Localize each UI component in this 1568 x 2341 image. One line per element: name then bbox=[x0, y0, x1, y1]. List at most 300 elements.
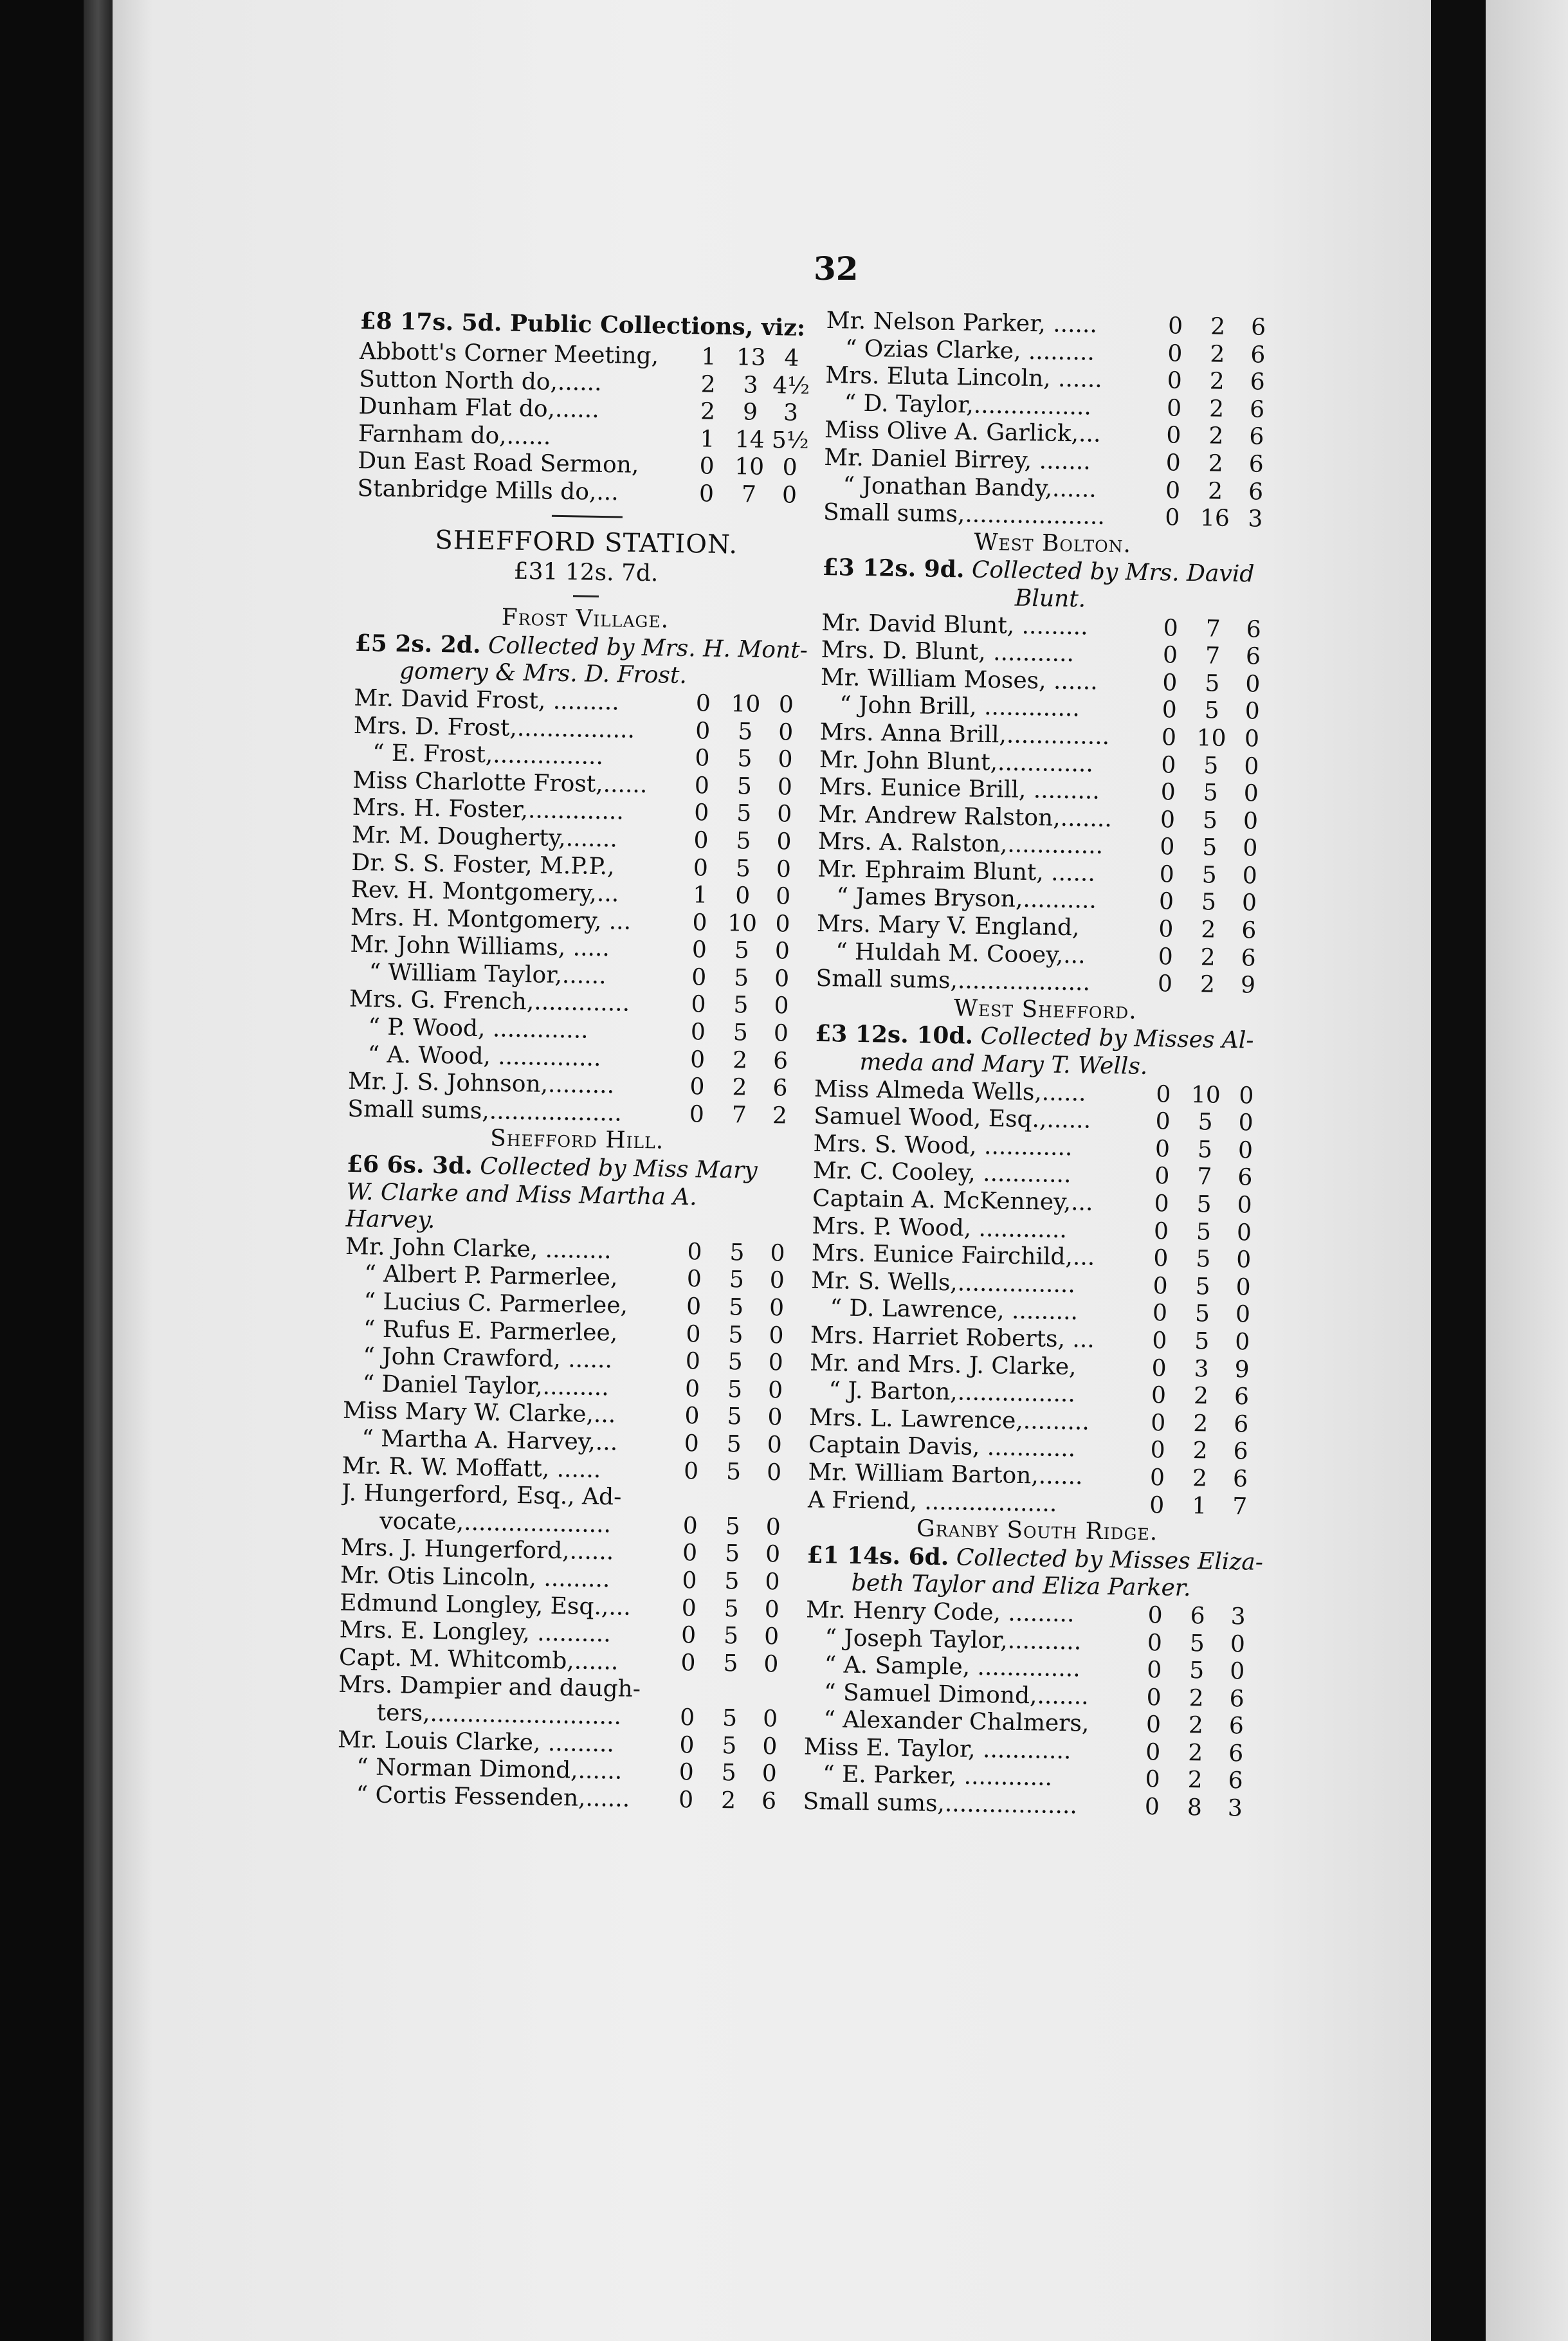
shillings-value: 2 bbox=[1192, 1437, 1208, 1464]
pounds-value: 0 bbox=[692, 909, 707, 936]
shillings-value: 2 bbox=[1210, 340, 1225, 368]
subscriber-name: A Friend, .................. bbox=[807, 1486, 1057, 1517]
pounds-value: 0 bbox=[699, 453, 715, 480]
pence-value: 3 bbox=[1230, 1603, 1246, 1630]
pounds-value: 0 bbox=[695, 690, 711, 717]
shillings-value: 7 bbox=[741, 481, 757, 508]
west-bolton-heading: West Bolton. bbox=[974, 529, 1132, 558]
pounds-value: 0 bbox=[684, 1430, 700, 1457]
shillings-value: 5 bbox=[1202, 806, 1218, 834]
pounds-value: 0 bbox=[1144, 1794, 1160, 1821]
subscriber-name: Miss Olive A. Garlick,... bbox=[824, 417, 1101, 448]
pounds-value: 0 bbox=[1160, 833, 1175, 861]
subscriber-name: Mrs. D. Frost,................ bbox=[353, 712, 635, 743]
pence-value: 0 bbox=[1243, 780, 1259, 807]
shillings-value: 5 bbox=[724, 1568, 740, 1595]
subscriber-name: “ Alexander Chalmers, bbox=[823, 1706, 1089, 1737]
shillings-value: 5 bbox=[729, 1239, 745, 1266]
page-gutter bbox=[1431, 0, 1486, 2341]
pounds-value: 0 bbox=[1154, 1163, 1170, 1190]
granby-collector-line-1: Collected by Misses Eliza- bbox=[956, 1544, 1264, 1576]
subscriber-name: “ D. Lawrence, ......... bbox=[830, 1295, 1079, 1325]
subscriber-name: Small sums,.................. bbox=[347, 1095, 623, 1127]
public-collections-intro: £8 17s. 5d. Public Collections, viz: bbox=[360, 307, 806, 342]
shillings-value: 7 bbox=[1205, 615, 1221, 642]
pounds-value: 0 bbox=[1158, 943, 1173, 970]
pounds-value: 0 bbox=[686, 1266, 702, 1293]
shillings-value: 5 bbox=[725, 1513, 741, 1540]
pounds-value: 0 bbox=[1161, 724, 1177, 751]
shillings-value: 10 bbox=[727, 909, 758, 937]
pounds-value: 0 bbox=[1151, 1382, 1167, 1409]
pounds-value: 0 bbox=[1158, 888, 1174, 916]
shillings-value: 5 bbox=[725, 1458, 742, 1486]
granby-collector-line-2: beth Taylor and Eliza Parker. bbox=[851, 1570, 1191, 1602]
subscriber-name: Stanbridge Mills do,... bbox=[357, 475, 619, 506]
pounds-value: 0 bbox=[1147, 1657, 1162, 1684]
pounds-value: 0 bbox=[679, 1731, 695, 1758]
shillings-value: 5 bbox=[1197, 1136, 1213, 1163]
pounds-value: 0 bbox=[693, 827, 709, 854]
subscriber-name: “ J. Barton,................ bbox=[828, 1377, 1076, 1408]
pounds-value: 0 bbox=[1162, 697, 1178, 724]
pounds-value: 0 bbox=[698, 480, 715, 507]
pounds-value: 0 bbox=[691, 936, 707, 963]
pence-value: 0 bbox=[767, 1404, 783, 1431]
pounds-value: 0 bbox=[678, 1786, 694, 1814]
pounds-value: 0 bbox=[691, 964, 707, 991]
pence-value: 0 bbox=[764, 1596, 780, 1623]
shillings-value: 5 bbox=[1194, 1300, 1210, 1327]
shefford-hill-heading: Shefford Hill. bbox=[489, 1125, 664, 1155]
subscriber-name: “ E. Parker, ............ bbox=[822, 1761, 1053, 1792]
pence-value: 9 bbox=[1234, 1356, 1250, 1383]
subscriber-name: Mr. S. Wells,................ bbox=[810, 1267, 1076, 1298]
pounds-value: 0 bbox=[1149, 1464, 1165, 1491]
subscriber-name: “ P. Wood, ............. bbox=[368, 1014, 588, 1044]
pence-value: 0 bbox=[763, 1623, 779, 1650]
shillings-value: 5 bbox=[727, 1349, 743, 1376]
shillings-value bbox=[712, 1506, 754, 1507]
pounds-value: 0 bbox=[695, 745, 710, 772]
pounds-value: 0 bbox=[1165, 477, 1181, 504]
subscriber-name: Mr. Ephraim Blunt, ...... bbox=[817, 855, 1096, 887]
pence-value: 0 bbox=[775, 883, 791, 910]
subscriber-name: Mrs. A. Ralston,............. bbox=[817, 828, 1104, 860]
pounds-value: 0 bbox=[691, 991, 706, 1019]
pence-value: 0 bbox=[1237, 1137, 1253, 1164]
pounds-value: 1 bbox=[700, 426, 715, 453]
pounds-value: 1 bbox=[692, 882, 708, 909]
pence-value: 3 bbox=[783, 399, 799, 426]
shillings-value: 2 bbox=[1187, 1767, 1203, 1794]
subscriber-name: Mr. M. Dougherty,....... bbox=[351, 821, 618, 853]
shillings-value: 5 bbox=[727, 1376, 743, 1403]
shillings-value: 5 bbox=[734, 937, 750, 964]
pounds-value: 0 bbox=[1159, 861, 1174, 888]
pence-value: 0 bbox=[774, 938, 790, 965]
pence-value: 0 bbox=[765, 1569, 780, 1596]
pounds-value: 2 bbox=[700, 398, 716, 425]
shillings-value: 8 bbox=[1187, 1794, 1203, 1821]
shillings-value: 5 bbox=[737, 718, 753, 745]
shillings-value: 7 bbox=[731, 1102, 747, 1129]
pounds-value: 0 bbox=[689, 1073, 705, 1100]
shillings-value: 2 bbox=[1193, 1410, 1208, 1437]
pence-value: 0 bbox=[770, 1240, 785, 1267]
pounds-value: 0 bbox=[1145, 1738, 1161, 1766]
shillings-value: 5 bbox=[724, 1540, 740, 1567]
pounds-value: 0 bbox=[1167, 367, 1183, 394]
pence-value: 6 bbox=[1241, 944, 1256, 972]
pence-value: 0 bbox=[1235, 1301, 1251, 1328]
west-bolton-list bbox=[816, 609, 1281, 999]
subscriber-name: Mr. William Barton,...... bbox=[808, 1459, 1083, 1490]
pence-value: 0 bbox=[1237, 1192, 1252, 1219]
pounds-value: 0 bbox=[1145, 1766, 1160, 1793]
pounds-value: 0 bbox=[687, 1238, 702, 1266]
shillings-value: 2 bbox=[732, 1046, 748, 1074]
pence-value: 6 bbox=[1237, 1164, 1253, 1191]
pence-value: 0 bbox=[766, 1459, 782, 1486]
pence-value: 0 bbox=[765, 1541, 781, 1568]
subscriber-name: Mr. John Blunt,............. bbox=[819, 746, 1094, 778]
shillings-value: 16 bbox=[1199, 505, 1230, 533]
pence-value: 6 bbox=[1241, 917, 1257, 944]
pence-value: 0 bbox=[773, 1020, 789, 1047]
pounds-value: 0 bbox=[1156, 1080, 1171, 1108]
pence-value: 6 bbox=[1245, 643, 1261, 670]
subscriber-name: Mrs. E. Longley, .......... bbox=[339, 1616, 612, 1648]
shillings-value: 5 bbox=[1198, 1109, 1213, 1136]
subscriber-name: “ Albert P. Parmerlee, bbox=[364, 1261, 618, 1291]
subscriber-name: Mrs. P. Wood, ............ bbox=[812, 1212, 1068, 1243]
shillings-value: 5 bbox=[722, 1732, 737, 1759]
shillings-value: 5 bbox=[736, 800, 752, 827]
shillings-value: 2 bbox=[1208, 423, 1224, 450]
pounds-value: 0 bbox=[1153, 1272, 1168, 1300]
shillings-value: 5 bbox=[1196, 1218, 1212, 1246]
shefford-hill-list bbox=[336, 1234, 805, 1816]
subscriber-name: Mrs. D. Blunt, ........... bbox=[821, 637, 1075, 668]
shillings-value: 7 bbox=[1197, 1163, 1212, 1190]
pounds-value: 0 bbox=[680, 1622, 697, 1649]
pounds-value: 0 bbox=[1167, 340, 1183, 367]
pence-value: 0 bbox=[1245, 671, 1261, 698]
shillings-value: 5 bbox=[735, 855, 751, 882]
shillings-value bbox=[709, 1698, 751, 1699]
shillings-value: 2 bbox=[1189, 1684, 1204, 1712]
pence-value: 0 bbox=[1235, 1329, 1250, 1356]
subscriber-name: Mr. Nelson Parker, ...... bbox=[826, 307, 1098, 338]
pence-value: 0 bbox=[1230, 1630, 1246, 1657]
pence-value: 0 bbox=[776, 828, 792, 855]
shillings-value: 2 bbox=[1188, 1712, 1204, 1739]
pence-value: 0 bbox=[1235, 1273, 1251, 1301]
pounds-value: 0 bbox=[679, 1704, 695, 1731]
pence-value: 3 bbox=[1227, 1795, 1243, 1822]
subscriber-name: “ Cortis Fessenden,...... bbox=[356, 1781, 630, 1812]
continued-list bbox=[823, 307, 1286, 534]
shillings-value: 5 bbox=[729, 1266, 745, 1293]
subscriber-name: “ James Bryson,.......... bbox=[836, 883, 1097, 915]
subscriber-name: Miss Mary W. Clarke,... bbox=[342, 1398, 616, 1428]
pence-value: 0 bbox=[1236, 1246, 1252, 1273]
shefford-hill-collectors bbox=[345, 1151, 807, 1241]
pounds-value: 0 bbox=[684, 1403, 700, 1430]
pence-value: 6 bbox=[1249, 423, 1264, 451]
subscriber-name: Mr. John Williams, ..... bbox=[350, 931, 610, 962]
subscriber-name: Mr. J. S. Johnson,......... bbox=[347, 1068, 615, 1099]
pounds-value: 0 bbox=[693, 854, 709, 882]
pence-value: 6 bbox=[1249, 396, 1265, 423]
subscriber-name: “ Daniel Taylor,......... bbox=[362, 1371, 610, 1401]
subscriber-name: “ A. Wood, .............. bbox=[367, 1041, 601, 1071]
subscriber-name: Mrs. L. Lawrence,......... bbox=[808, 1404, 1090, 1435]
pounds-value: 0 bbox=[1166, 395, 1182, 422]
frost-collector-line-2: gomery & Mrs. D. Frost. bbox=[399, 658, 688, 689]
pounds-value: 1 bbox=[701, 343, 716, 370]
pounds-value: 0 bbox=[1153, 1245, 1169, 1272]
frost-collector-line-1: Collected by Mrs. H. Mont- bbox=[488, 632, 808, 664]
subscriber-name: Mrs. J. Hungerford,...... bbox=[340, 1535, 614, 1565]
pence-value: 6 bbox=[1234, 1383, 1250, 1410]
pounds-value: 0 bbox=[1167, 313, 1183, 340]
frost-village-amount: £5 2s. 2d. bbox=[354, 629, 481, 659]
pence-value: 4½ bbox=[772, 372, 810, 399]
shillings-value: 3 bbox=[743, 371, 758, 399]
pounds-value: 0 bbox=[1154, 1136, 1171, 1163]
subscriber-name: “ John Crawford, ...... bbox=[363, 1343, 613, 1374]
pounds-value: 0 bbox=[683, 1457, 699, 1485]
subscriber-name: Mrs. Eunice Brill, ......... bbox=[818, 774, 1100, 805]
shillings-value: 9 bbox=[742, 399, 758, 426]
shillings-value: 2 bbox=[1207, 477, 1223, 505]
west-shefford-list bbox=[808, 1075, 1275, 1521]
pounds-value: 0 bbox=[689, 1101, 705, 1128]
pence-value: 0 bbox=[762, 1706, 778, 1733]
shillings-value: 5 bbox=[1203, 779, 1218, 806]
pence-value: 6 bbox=[1248, 478, 1264, 506]
pence-value: 6 bbox=[761, 1787, 777, 1815]
pounds-value: 0 bbox=[682, 1567, 697, 1594]
shillings-value: 5 bbox=[1201, 889, 1217, 916]
shillings-value: 2 bbox=[1201, 916, 1216, 943]
subscriber-name: Dr. S. S. Foster, M.P.P., bbox=[351, 849, 615, 880]
pence-value: 4 bbox=[784, 345, 799, 372]
pence-value: 0 bbox=[774, 965, 790, 992]
pounds-value: 0 bbox=[1158, 916, 1174, 943]
hill-collector-line-1: Collected by Miss Mary bbox=[479, 1153, 758, 1184]
subscriber-name: “ Jonathan Bandy,...... bbox=[843, 472, 1097, 503]
west-bolton-amount: £3 12s. 9d. bbox=[822, 554, 965, 583]
pence-value: 6 bbox=[1232, 1466, 1248, 1493]
shillings-value: 5 bbox=[728, 1321, 743, 1349]
subscriber-name: “ Samuel Dimond,....... bbox=[823, 1679, 1089, 1710]
pence-value: 0 bbox=[776, 801, 792, 828]
subscriber-name: J. Hungerford, Esq., Ad- bbox=[341, 1479, 622, 1511]
station-title: SHEFFORD STATION. bbox=[435, 525, 738, 560]
pounds-value: 0 bbox=[1155, 1108, 1171, 1135]
pounds-value: 0 bbox=[686, 1293, 702, 1320]
shillings-value: 2 bbox=[720, 1787, 736, 1814]
pounds-value: 0 bbox=[695, 717, 711, 745]
subscriber-name: Mrs. Eluta Lincoln, ...... bbox=[825, 362, 1103, 393]
pounds-value: 0 bbox=[1149, 1491, 1165, 1519]
pounds-value: 0 bbox=[1166, 422, 1181, 450]
subscriber-name: “ Martha A. Harvey,... bbox=[361, 1425, 618, 1456]
subscriber-name: Mr. Henry Code, ......... bbox=[805, 1596, 1075, 1628]
shillings-value: 5 bbox=[1202, 834, 1217, 861]
pence-value: 0 bbox=[777, 774, 793, 801]
subscriber-name: Mr. William Moses, ...... bbox=[820, 664, 1099, 695]
shillings-value: 5 bbox=[724, 1595, 740, 1623]
shillings-value: 2 bbox=[1208, 396, 1225, 423]
pence-value: 6 bbox=[1246, 615, 1261, 643]
granby-heading: Granby South Ridge. bbox=[916, 1515, 1158, 1546]
shillings-value: 10 bbox=[1190, 1081, 1221, 1109]
pence-value: 0 bbox=[1243, 807, 1259, 835]
pounds-value: 0 bbox=[1147, 1629, 1163, 1656]
subscriber-name: Mr. David Frost, ......... bbox=[354, 684, 620, 716]
pence-value: 6 bbox=[1228, 1713, 1244, 1740]
pence-value: 0 bbox=[765, 1513, 781, 1541]
pence-value: 0 bbox=[778, 746, 793, 773]
shillings-value: 5 bbox=[1189, 1630, 1205, 1657]
pence-value: 6 bbox=[1248, 451, 1264, 478]
frost-village-collectors bbox=[354, 630, 815, 692]
shillings-value: 7 bbox=[1205, 642, 1221, 670]
subscriber-name: Mr. David Blunt, ......... bbox=[821, 609, 1088, 640]
pounds-value: 0 bbox=[1162, 642, 1178, 669]
pounds-value: 0 bbox=[1150, 1437, 1165, 1464]
left-column bbox=[336, 307, 820, 1816]
pence-value: 0 bbox=[767, 1432, 783, 1459]
pence-value: 0 bbox=[761, 1760, 778, 1787]
pence-value: 6 bbox=[1233, 1438, 1248, 1465]
subscriber-name: Dun East Road Sermon, bbox=[357, 448, 639, 479]
pounds-value: 0 bbox=[1151, 1354, 1167, 1382]
pounds-value: 0 bbox=[1162, 669, 1178, 697]
west-shefford-heading: West Shefford. bbox=[953, 995, 1138, 1025]
pence-value: 0 bbox=[762, 1733, 778, 1760]
shillings-value: 10 bbox=[731, 691, 761, 718]
pounds-value: 0 bbox=[679, 1759, 695, 1786]
subscriber-name: “ Joseph Taylor,.......... bbox=[825, 1624, 1082, 1655]
pounds-value: 0 bbox=[689, 1046, 706, 1073]
shillings-value: 5 bbox=[733, 965, 749, 992]
pence-value: 0 bbox=[782, 454, 798, 482]
pence-value: 0 bbox=[1239, 1082, 1254, 1109]
subscriber-name: “ A. Sample, .............. bbox=[824, 1652, 1081, 1682]
pence-value: 0 bbox=[1243, 835, 1258, 862]
pounds-value: 0 bbox=[682, 1540, 698, 1567]
subscriber-name: “ Ozias Clarke, ......... bbox=[844, 335, 1095, 366]
pounds-value bbox=[666, 1697, 709, 1698]
pence-value: 0 bbox=[1229, 1658, 1245, 1685]
book-binding-edge bbox=[84, 0, 113, 2341]
pounds-value: 0 bbox=[1161, 751, 1176, 779]
subscriber-name: Miss Almeda Wells,...... bbox=[814, 1075, 1086, 1107]
subscriber-name: Mrs. Harriet Roberts, ... bbox=[810, 1322, 1095, 1353]
shillings-value: 2 bbox=[732, 1074, 747, 1101]
pounds-value: 0 bbox=[690, 1019, 706, 1046]
subscriber-name: “ Norman Dimond,...... bbox=[356, 1754, 623, 1785]
shillings-value: 5 bbox=[1204, 697, 1219, 724]
subscriber-name: Mr. R. W. Moffatt, ...... bbox=[342, 1452, 601, 1483]
shillings-value: 5 bbox=[733, 992, 749, 1019]
subscriber-name: ters,.......................... bbox=[376, 1699, 622, 1730]
pence-value: 6 bbox=[1228, 1740, 1244, 1767]
subscriber-name: Mr. Andrew Ralston,....... bbox=[818, 801, 1113, 832]
shillings-value: 3 bbox=[1194, 1355, 1209, 1383]
shillings-value: 2 bbox=[1192, 1465, 1208, 1492]
pounds-value: 0 bbox=[1165, 450, 1181, 477]
shillings-value: 2 bbox=[1208, 450, 1224, 477]
pounds-value: 0 bbox=[693, 799, 709, 826]
pounds-value: 0 bbox=[680, 1649, 696, 1677]
subscriber-name: Mrs. Mary V. England, bbox=[816, 910, 1080, 942]
shillings-value: 10 bbox=[1196, 725, 1226, 752]
subscriber-name: Mr. Louis Clarke, ......... bbox=[337, 1726, 615, 1757]
adjacent-page-edge bbox=[1486, 0, 1568, 2341]
pence-value: 0 bbox=[769, 1322, 784, 1349]
pounds-value: 2 bbox=[700, 370, 716, 398]
subscriber-name: vocate,.................... bbox=[379, 1508, 612, 1538]
subscriber-name: “ D. Taylor,................ bbox=[844, 390, 1092, 421]
subscriber-name: “ Huldah M. Cooey,... bbox=[835, 938, 1086, 969]
subscriber-name: Abbott's Corner Meeting, bbox=[359, 338, 659, 370]
pence-value: 6 bbox=[1250, 314, 1266, 341]
pounds-value: 0 bbox=[1146, 1684, 1162, 1711]
pence-value: 0 bbox=[763, 1650, 779, 1678]
subscriber-name: Mrs. H. Montgomery, ... bbox=[350, 904, 632, 935]
subscriber-name: Mrs. H. Foster,............. bbox=[352, 794, 624, 825]
subscriber-name: Mr. and Mrs. J. Clarke, bbox=[809, 1349, 1077, 1380]
shillings-value: 5 bbox=[723, 1623, 739, 1650]
pence-value: 0 bbox=[767, 1376, 783, 1404]
frost-village-heading: Frost Village. bbox=[501, 604, 670, 633]
subscriber-name: “ William Taylor,...... bbox=[369, 959, 606, 990]
subscriber-name: “ Rufus E. Parmerlee, bbox=[363, 1315, 618, 1347]
pence-value: 6 bbox=[1250, 369, 1266, 396]
subscriber-name: Edmund Longley, Esq.,... bbox=[340, 1589, 632, 1621]
shillings-value: 6 bbox=[1190, 1603, 1205, 1630]
pounds-value: 0 bbox=[685, 1348, 701, 1375]
pence-value: 6 bbox=[1234, 1410, 1249, 1438]
west-shefford-amount: £3 12s. 10d. bbox=[814, 1020, 974, 1050]
subscriber-name: Mrs. Anna Brill,.............. bbox=[819, 718, 1110, 750]
pence-value: 0 bbox=[781, 482, 798, 509]
pence-value: 0 bbox=[1241, 889, 1257, 917]
shillings-value: 5 bbox=[722, 1705, 738, 1732]
pence-value: 0 bbox=[1244, 698, 1260, 725]
pounds-value: 0 bbox=[682, 1512, 698, 1540]
shillings-value: 14 bbox=[734, 426, 765, 453]
wshefford-collector-line-1: Collected by Misses Al- bbox=[980, 1023, 1254, 1055]
subscriber-name: Captain A. McKenney,... bbox=[812, 1185, 1093, 1216]
shillings-value: 0 bbox=[734, 882, 751, 909]
pence-value: 0 bbox=[769, 1267, 785, 1294]
pence-value: 0 bbox=[1236, 1219, 1252, 1246]
pence-value bbox=[754, 1507, 793, 1508]
pounds-value: 0 bbox=[1154, 1190, 1169, 1217]
pence-value: 7 bbox=[1232, 1493, 1248, 1520]
west-bolton-collectors bbox=[822, 554, 1282, 616]
pounds-value: 0 bbox=[681, 1594, 697, 1621]
subscriber-name: Mr. C. Cooley, ............ bbox=[812, 1158, 1071, 1189]
pence-value: 0 bbox=[774, 992, 789, 1020]
